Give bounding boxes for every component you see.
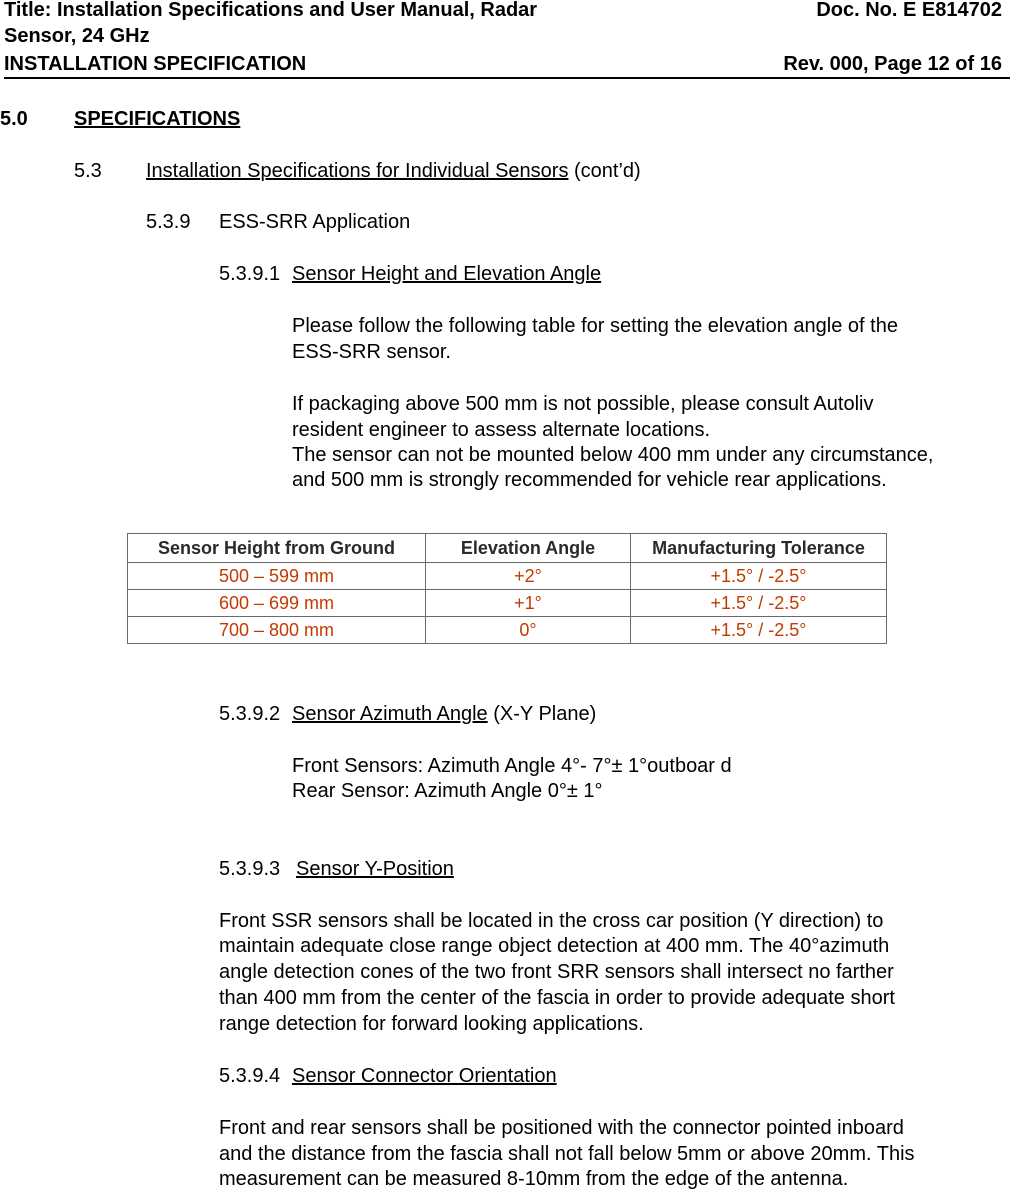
table-cell: +1.5° / -2.5° xyxy=(631,590,887,617)
table-cell: 600 – 699 mm xyxy=(128,590,426,617)
header-doc-no: Doc. No. E E814702 xyxy=(816,0,1002,21)
header-section-label: INSTALLATION SPECIFICATION xyxy=(4,53,307,75)
table-cell: +1.5° / -2.5° xyxy=(631,617,887,644)
s4-line3: measurement can be measured 8-10mm from the edge of the antenna. xyxy=(219,1168,849,1190)
header-title-line1: Title: Installation Specifications and User Manual, Radar xyxy=(4,0,538,21)
s1-p1-line2: ESS-SRR sensor. xyxy=(292,341,451,363)
table-header-cell: Elevation Angle xyxy=(426,534,631,563)
table-cell: +1.5° / -2.5° xyxy=(631,563,887,590)
s4-number: 5.3.9.4 xyxy=(219,1065,281,1087)
section-title: SPECIFICATIONS xyxy=(74,108,241,130)
s2-heading xyxy=(292,702,596,726)
s3-line3: angle detection cones of the two front SRR sensors shall intersect no farther xyxy=(219,961,894,983)
s1-title: Sensor Height and Elevation Angle xyxy=(292,263,602,285)
s1-p2-line3: The sensor can not be mounted below 400 mm under any circumstance, xyxy=(292,444,934,466)
table-row xyxy=(128,563,887,590)
table-row xyxy=(128,590,887,617)
table-header-row xyxy=(128,534,887,563)
table-header-cell: Manufacturing Tolerance xyxy=(631,534,887,563)
table-cell: +1° xyxy=(426,590,631,617)
table-header-cell: Sensor Height from Ground xyxy=(128,534,426,563)
s3-title: Sensor Y-Position xyxy=(296,858,454,880)
s2-number: 5.3.9.2 xyxy=(219,703,281,725)
s4-line2: and the distance from the fascia shall not fall below 5mm or above 20mm. This xyxy=(219,1143,915,1165)
header-divider xyxy=(4,77,1010,79)
table-row xyxy=(128,617,887,644)
s2-rear: Rear Sensor: Azimuth Angle 0°± 1° xyxy=(292,780,603,802)
s1-p2-line2: resident engineer to assess alternate locations. xyxy=(292,419,711,441)
s2-suffix: (X-Y Plane) xyxy=(493,703,597,725)
table-cell: +2° xyxy=(426,563,631,590)
header-title-line2: Sensor, 24 GHz xyxy=(4,25,150,47)
header-rev-page: Rev. 000, Page 12 of 16 xyxy=(783,53,1002,75)
table-cell: 700 – 800 mm xyxy=(128,617,426,644)
elevation-angle-table xyxy=(127,533,887,644)
s3-line5: range detection for forward looking applications. xyxy=(219,1013,644,1035)
s1-p2-line1: If packaging above 500 mm is not possible, please consult Autoliv xyxy=(292,393,874,415)
s4-title: Sensor Connector Orientation xyxy=(292,1065,557,1087)
s1-p2-line4: and 500 mm is strongly recommended for vehicle rear applications. xyxy=(292,469,887,491)
s1-number: 5.3.9.1 xyxy=(219,263,281,285)
s2-front: Front Sensors: Azimuth Angle 4°- 7°± 1°outboar d xyxy=(292,755,732,777)
subsection-suffix: (cont’d) xyxy=(574,160,641,182)
subsection-title: Installation Specifications for Individual Sensors xyxy=(146,160,569,182)
subsubsection-number: 5.3.9 xyxy=(146,211,191,233)
subsubsection-title: ESS-SRR Application xyxy=(219,211,411,233)
s3-line1: Front SSR sensors shall be located in the cross car position (Y direction) to xyxy=(219,910,884,932)
s3-number: 5.3.9.3 xyxy=(219,858,281,880)
section-number: 5.0 xyxy=(0,108,28,130)
table-cell: 500 – 599 mm xyxy=(128,563,426,590)
s3-line4: than 400 mm from the center of the fascia in order to provide adequate short xyxy=(219,987,895,1009)
subsection-heading xyxy=(146,159,641,183)
s3-line2: maintain adequate close range object detection at 400 mm. The 40°azimuth xyxy=(219,935,890,957)
s4-line1: Front and rear sensors shall be positioned with the connector pointed inboard xyxy=(219,1117,904,1139)
s2-title: Sensor Azimuth Angle xyxy=(292,703,488,725)
table-cell: 0° xyxy=(426,617,631,644)
s1-p1-line1: Please follow the following table for setting the elevation angle of the xyxy=(292,315,898,337)
subsection-number: 5.3 xyxy=(74,160,102,182)
